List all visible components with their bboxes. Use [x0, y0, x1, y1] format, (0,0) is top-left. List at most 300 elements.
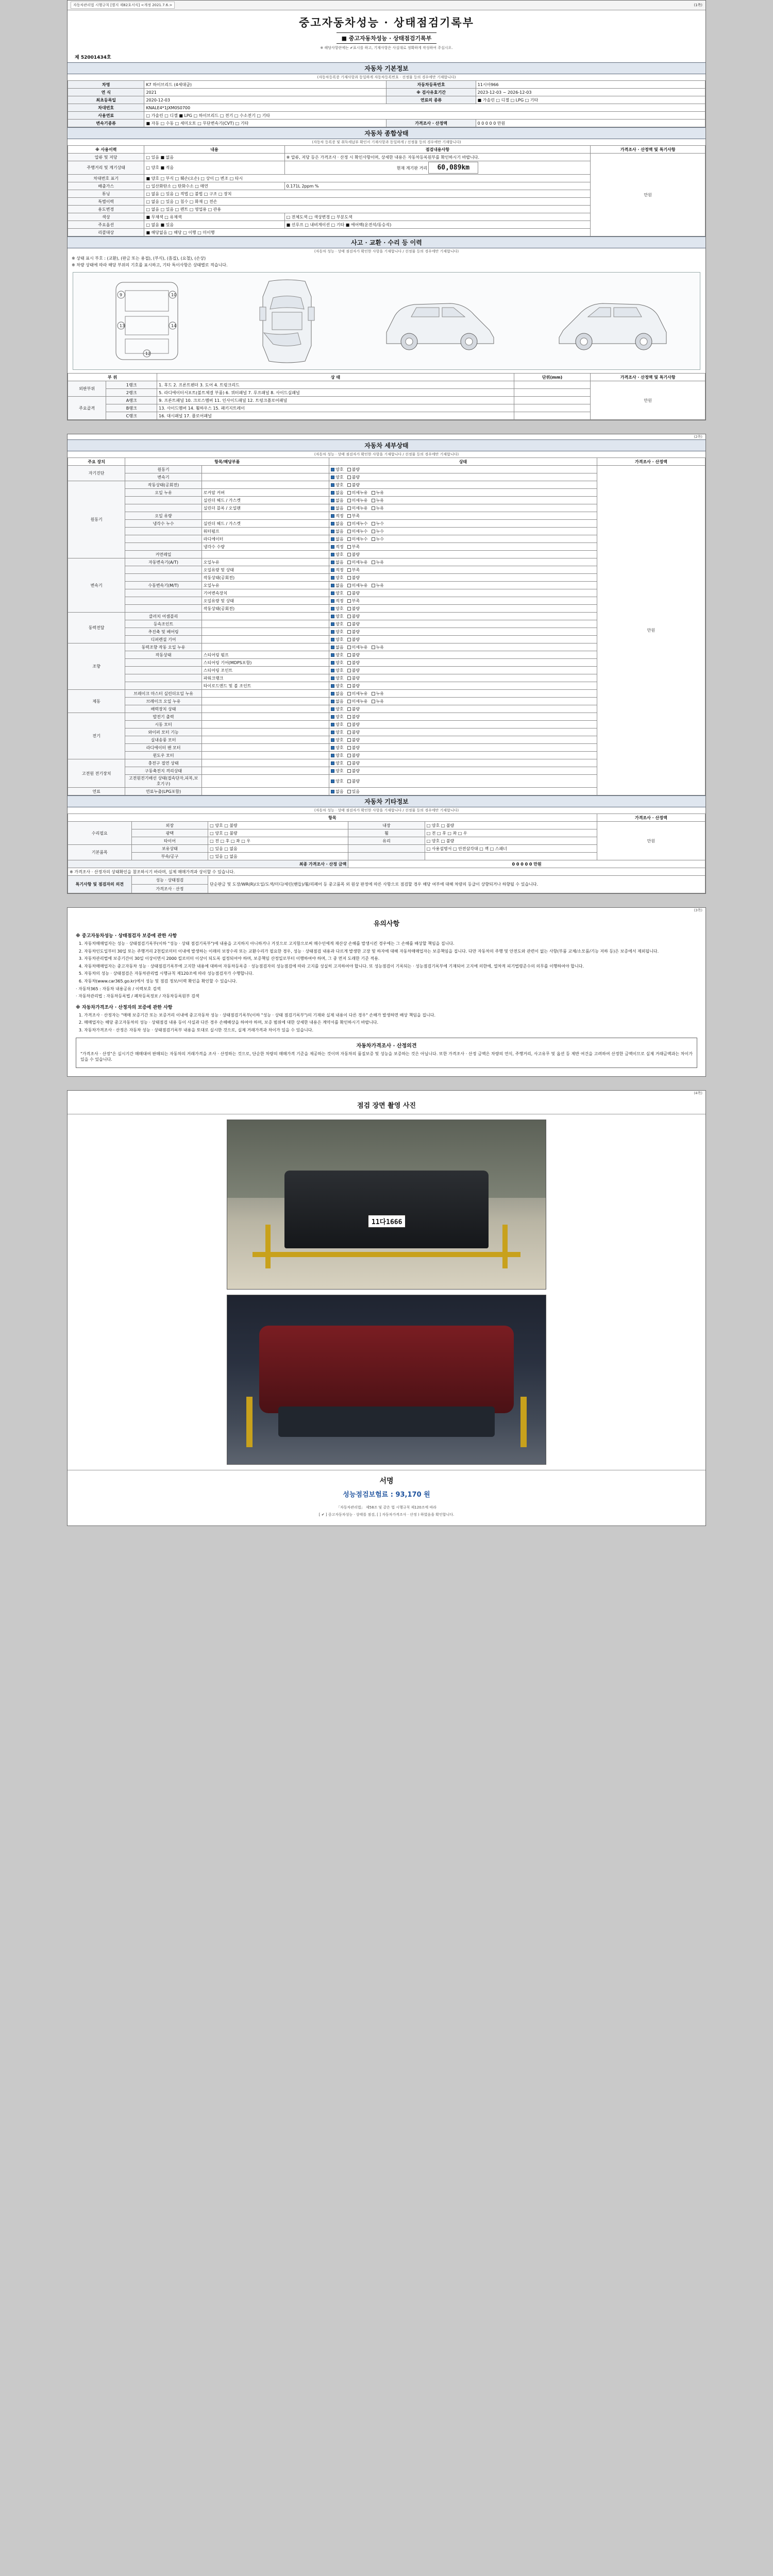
checkbox-option[interactable]: 누수: [372, 536, 384, 542]
detail-options[interactable]: [329, 613, 597, 620]
checkbox-icon[interactable]: [372, 522, 375, 526]
checkbox-option[interactable]: 불량: [347, 660, 360, 666]
detail-item: 윈도우 모터: [125, 752, 201, 759]
checkbox-option[interactable]: 불량: [347, 482, 360, 488]
checkbox-option[interactable]: 없음: [331, 505, 343, 511]
checkbox-icon[interactable]: [347, 638, 351, 641]
checkbox-icon[interactable]: [347, 754, 351, 757]
checkbox-option[interactable]: 불량: [347, 637, 360, 642]
checkbox-option[interactable]: 불량: [347, 575, 360, 581]
detail-options[interactable]: [329, 497, 597, 504]
detail-options[interactable]: [329, 620, 597, 628]
checkbox-option[interactable]: 없음: [331, 521, 343, 527]
detail-subitem: [201, 636, 329, 643]
checkbox-icon[interactable]: [347, 669, 351, 672]
checkbox-icon[interactable]: [347, 646, 351, 649]
detail-subitem: 스티어링 펌프: [201, 651, 329, 659]
checkbox-icon[interactable]: [347, 591, 351, 595]
checkbox-icon[interactable]: [347, 731, 351, 734]
checkbox-option[interactable]: 불량: [347, 683, 360, 689]
detail-options[interactable]: [329, 690, 597, 698]
detail-item: 구동축전지 격리상태: [125, 767, 201, 775]
checkbox-option[interactable]: 양호: [331, 606, 343, 612]
detail-options[interactable]: [329, 682, 597, 690]
detail-item: 동력조향 작동 오일 누유: [125, 643, 201, 651]
checkbox-icon[interactable]: [347, 568, 351, 572]
etc-i2-3: [348, 845, 425, 853]
checkbox-icon[interactable]: [347, 738, 351, 742]
detail-options[interactable]: [329, 605, 597, 613]
detail-subitem: [201, 713, 329, 721]
detail-options[interactable]: [329, 788, 597, 795]
checkbox-icon[interactable]: [372, 499, 375, 502]
checkbox-icon[interactable]: [372, 530, 375, 533]
checkbox-option[interactable]: 불량: [347, 467, 360, 472]
detail-options[interactable]: [329, 473, 597, 481]
detail-subitem: 기어변속장치: [201, 589, 329, 597]
checkbox-checked-icon[interactable]: [331, 790, 334, 793]
checkbox-option[interactable]: 양호: [331, 760, 343, 766]
checkbox-option[interactable]: 불량: [347, 753, 360, 758]
checkbox-option[interactable]: 불량: [347, 675, 360, 681]
checkbox-checked-icon[interactable]: [331, 476, 334, 479]
checkbox-option[interactable]: 양호: [331, 652, 343, 658]
checkbox-option[interactable]: 양호: [331, 474, 343, 480]
checkbox-option[interactable]: 적정: [331, 567, 343, 573]
checkbox-option[interactable]: 불량: [347, 722, 360, 727]
checkbox-checked-icon[interactable]: [331, 630, 334, 634]
checkbox-option[interactable]: 양호: [331, 714, 343, 720]
checkbox-checked-icon[interactable]: [331, 646, 334, 649]
checkbox-icon[interactable]: [347, 468, 351, 471]
checkbox-icon[interactable]: [347, 584, 351, 587]
detail-subitem: [201, 767, 329, 775]
checkbox-option[interactable]: 부족: [347, 513, 360, 519]
detail-options[interactable]: [329, 489, 597, 497]
checkbox-option[interactable]: 없음: [331, 560, 343, 565]
detail-subitem: [201, 775, 329, 788]
basic-label2-2: 연료의 종류: [386, 96, 476, 104]
lift-post-left-icon-2: [246, 1397, 253, 1447]
checkbox-checked-icon[interactable]: [331, 545, 334, 549]
checkbox-option[interactable]: 양호: [331, 745, 343, 751]
page-1: [67, 0, 706, 420]
checkbox-checked-icon[interactable]: [331, 754, 334, 757]
checkbox-checked-icon[interactable]: [331, 746, 334, 750]
checkbox-option[interactable]: 적정: [331, 544, 343, 550]
checkbox-option[interactable]: 누수: [372, 521, 384, 527]
checkbox-icon[interactable]: [347, 561, 351, 564]
checkbox-option[interactable]: 불량: [347, 714, 360, 720]
checkbox-checked-icon[interactable]: [331, 676, 334, 680]
overall-k-4: 튜닝: [68, 190, 144, 198]
detail-options[interactable]: [329, 705, 597, 713]
detail-options[interactable]: [329, 520, 597, 528]
checkbox-icon[interactable]: [347, 506, 351, 510]
detail-options[interactable]: [329, 466, 597, 473]
checkbox-option[interactable]: 있음: [347, 789, 360, 794]
checkbox-checked-icon[interactable]: [331, 506, 334, 510]
checkbox-option[interactable]: 없음: [331, 490, 343, 496]
etc-v-3: □ 있음 □ 없음: [208, 845, 348, 853]
checkbox-icon[interactable]: [347, 622, 351, 626]
checkbox-option[interactable]: 양호: [331, 637, 343, 642]
checkbox-option[interactable]: 양호: [331, 629, 343, 635]
checkbox-option[interactable]: 양호: [331, 737, 343, 743]
detail-item: 자동변속기(A/T): [125, 558, 201, 566]
checkbox-checked-icon[interactable]: [331, 684, 334, 688]
overall-v-6: □ 없음 □ 있음 □ 렌트 □ 영업용 □ 관용: [144, 206, 591, 213]
detail-options[interactable]: [329, 481, 597, 489]
basic-value2-2: ■ 가솔린 □ 디젤 □ LPG □ 기타: [476, 96, 705, 104]
detail-options[interactable]: [329, 651, 597, 659]
detail-options[interactable]: [329, 504, 597, 512]
detail-options[interactable]: [329, 528, 597, 535]
checkbox-option[interactable]: 불량: [347, 652, 360, 658]
detail-options[interactable]: [329, 744, 597, 752]
checkbox-checked-icon[interactable]: [331, 707, 334, 711]
checkbox-option[interactable]: 불량: [347, 621, 360, 627]
checkbox-option[interactable]: 누유: [372, 505, 384, 511]
basic-label-5: 변속기종류: [68, 120, 144, 127]
checkbox-checked-icon[interactable]: [331, 491, 334, 495]
detail-options[interactable]: [329, 728, 597, 736]
checkbox-checked-icon[interactable]: [331, 607, 334, 611]
checkbox-checked-icon[interactable]: [331, 522, 334, 526]
checkbox-option[interactable]: 불량: [347, 590, 360, 596]
checkbox-option[interactable]: 양호: [331, 590, 343, 596]
checkbox-option[interactable]: 누유: [372, 498, 384, 503]
checkbox-option[interactable]: 미세누유: [347, 490, 368, 496]
detail-options[interactable]: [329, 551, 597, 558]
checkbox-checked-icon[interactable]: [331, 568, 334, 572]
detail-options[interactable]: [329, 558, 597, 566]
checkbox-checked-icon[interactable]: [331, 622, 334, 626]
detail-item: 시동 모터: [125, 721, 201, 728]
checkbox-checked-icon[interactable]: [331, 514, 334, 518]
checkbox-checked-icon[interactable]: [331, 700, 334, 703]
checkbox-icon[interactable]: [347, 653, 351, 657]
document-subtitle: ■ 중고자동차성능 · 상태점검기록부: [337, 32, 437, 44]
checkbox-option[interactable]: 불량: [347, 614, 360, 619]
detail-item: 브레이크 오일 누유: [125, 698, 201, 705]
checkbox-checked-icon[interactable]: [331, 530, 334, 533]
list-item: 1. 가격조사 · 산정자는 "매매 보증기간 또는 보증거리 이내에 중고자동차 성능 · 상태점검기록부(이하 "성능 · 상태 점검기록부")의 기재와 실제 내용이 다른 경우" 손해가 발생하면 배상 책임을 집니다.: [84, 1012, 697, 1019]
accident-v-1: 5. 라디에이터서포트(볼트체결 부품) 6. 쿼터패널 7. 루프패널 8. 사이드실패널: [157, 389, 514, 397]
table-row: [68, 466, 705, 473]
checkbox-option[interactable]: 양호: [331, 668, 343, 673]
checkbox-checked-icon[interactable]: [331, 731, 334, 734]
basic-value2-5: 0 0 0 0 0 만원: [476, 120, 705, 127]
checkbox-option[interactable]: 없음: [331, 583, 343, 588]
accident-col-0: 부 위: [68, 374, 157, 381]
detail-options[interactable]: [329, 775, 597, 788]
checkbox-option[interactable]: 양호: [331, 768, 343, 774]
checkbox-checked-icon[interactable]: [331, 615, 334, 618]
notice-sub-link-1: · 자동차365 : 자동차 내용공유 / 이력보호 검색: [76, 986, 161, 991]
checkbox-icon[interactable]: [372, 646, 375, 649]
damage-diagram: [73, 272, 700, 370]
checkbox-option[interactable]: 부족: [347, 567, 360, 573]
checkbox-option[interactable]: 불량: [347, 760, 360, 766]
checkbox-option[interactable]: 양호: [331, 753, 343, 758]
checkbox-option[interactable]: 양호: [331, 621, 343, 627]
detail-options[interactable]: [329, 636, 597, 643]
checkbox-icon[interactable]: [347, 661, 351, 665]
page-number-4: (4쪽): [694, 1091, 702, 1095]
detail-subitem: 작동상태(공회전): [201, 605, 329, 613]
checkbox-icon[interactable]: [372, 506, 375, 510]
checkbox-checked-icon[interactable]: [331, 638, 334, 641]
checkbox-icon[interactable]: [372, 700, 375, 703]
checkbox-icon[interactable]: [347, 476, 351, 479]
checkbox-option[interactable]: 없음: [331, 789, 343, 794]
checkbox-icon[interactable]: [347, 615, 351, 618]
checkbox-option[interactable]: 미세누유: [347, 560, 368, 565]
checkbox-checked-icon[interactable]: [331, 599, 334, 603]
etc-v-0: □ 양호 □ 불량: [208, 822, 348, 829]
checkbox-option[interactable]: 없음: [331, 498, 343, 503]
checkbox-option[interactable]: 미세누유: [347, 691, 368, 697]
checkbox-option[interactable]: 누유: [372, 691, 384, 697]
section-detail-note: (자동차 성능 · 상태 점검자가 확인한 사항을 기재합니다 / 선정물 등의 경우에만 기재합니다): [314, 452, 459, 456]
checkbox-icon[interactable]: [347, 553, 351, 556]
checkbox-checked-icon[interactable]: [331, 723, 334, 726]
checkbox-icon[interactable]: [347, 483, 351, 487]
detail-item: [125, 528, 201, 535]
detail-options[interactable]: [329, 566, 597, 574]
checkbox-option[interactable]: 적정: [331, 598, 343, 604]
section-etc-note: (자동차 성능 · 상태 점검자가 확인한 사항을 기재합니다 / 선정물 등의 경우에만 기재합니다): [314, 808, 459, 812]
checkbox-option[interactable]: 미세누유: [347, 645, 368, 650]
checkbox-checked-icon[interactable]: [331, 769, 334, 773]
checkbox-option[interactable]: 누유: [372, 490, 384, 496]
checkbox-icon[interactable]: [347, 769, 351, 773]
checkbox-option[interactable]: 불량: [347, 606, 360, 612]
checkbox-option[interactable]: 누유: [372, 645, 384, 650]
detail-options[interactable]: [329, 674, 597, 682]
checkbox-checked-icon[interactable]: [331, 692, 334, 696]
notice-heading-2: ※ 자동차가격조사 · 산정자의 보증에 관한 사항: [76, 1005, 173, 1010]
detail-item: 실내송풍 모터: [125, 736, 201, 744]
checkbox-option[interactable]: 미세누수: [347, 529, 368, 534]
checkbox-option[interactable]: 불량: [347, 737, 360, 743]
checkbox-option[interactable]: 누유: [372, 583, 384, 588]
detail-options[interactable]: [329, 767, 597, 775]
checkbox-option[interactable]: 없음: [331, 699, 343, 704]
detail-subitem: [201, 752, 329, 759]
checkbox-option[interactable]: 적정: [331, 513, 343, 519]
checkbox-checked-icon[interactable]: [331, 669, 334, 672]
detail-item: [125, 497, 201, 504]
checkbox-checked-icon[interactable]: [331, 591, 334, 595]
checkbox-option[interactable]: 부족: [347, 544, 360, 550]
checkbox-icon[interactable]: [347, 746, 351, 750]
checkbox-icon[interactable]: [347, 576, 351, 580]
checkbox-option[interactable]: 없음: [331, 536, 343, 542]
detail-options[interactable]: [329, 667, 597, 674]
checkbox-icon[interactable]: [347, 761, 351, 765]
checkbox-option[interactable]: 누유: [372, 699, 384, 704]
page-3: [67, 907, 706, 1077]
checkbox-checked-icon[interactable]: [331, 761, 334, 765]
detail-options[interactable]: [329, 574, 597, 582]
checkbox-option[interactable]: 미세누유: [347, 699, 368, 704]
checkbox-icon[interactable]: [347, 700, 351, 703]
detail-options[interactable]: [329, 582, 597, 589]
detail-options[interactable]: [329, 512, 597, 520]
checkbox-icon[interactable]: [347, 607, 351, 611]
detail-options[interactable]: [329, 597, 597, 605]
checkbox-checked-icon[interactable]: [331, 584, 334, 587]
detail-item: 수동변속기(M/T): [125, 582, 201, 589]
etc-v2-3: □ 사용설명서 □ 안전삼각대 □ 잭 □ 스패너: [425, 845, 597, 853]
checkbox-option[interactable]: 불량: [347, 730, 360, 735]
checkbox-checked-icon[interactable]: [331, 715, 334, 719]
accident-col-3: 가격조사 · 산정액 및 특기사항: [591, 374, 705, 381]
checkbox-checked-icon[interactable]: [331, 483, 334, 487]
detail-options[interactable]: [329, 698, 597, 705]
list-item: 2. 자동차인도일부터 30일 또는 주행거리 2천킬로미터 이내에 발생하는 이래의 보장수리 또는 교환수리가 필요한 경우, 성능 · 상태점검 내용과 다르게 발생한 고장 및 하자에 대해 자동차매매업자는 보증책임을 집니다. 다만 자동차의 주행 및 안전도와 관련이 없는 사항(부품 교체/소모품/기능 저하 등)은 보증에서 제외됩니다.: [84, 948, 697, 955]
accident-unit-0: [514, 381, 590, 389]
checkbox-icon[interactable]: [347, 684, 351, 688]
checkbox-icon[interactable]: [372, 491, 375, 495]
checkbox-icon[interactable]: [372, 537, 375, 541]
detail-col-1: 항목/해당부품: [125, 458, 329, 466]
checkbox-icon[interactable]: [347, 499, 351, 502]
checkbox-option[interactable]: 양호: [331, 614, 343, 619]
checkbox-option[interactable]: 누수: [372, 529, 384, 534]
checkbox-option[interactable]: 불량: [347, 706, 360, 712]
checkbox-option[interactable]: 누유: [372, 560, 384, 565]
checkbox-option[interactable]: 양호: [331, 706, 343, 712]
checkbox-option[interactable]: 양호: [331, 683, 343, 689]
basic-value-1: 2021: [144, 89, 386, 96]
checkbox-icon[interactable]: [347, 545, 351, 549]
checkbox-option[interactable]: 양호: [331, 675, 343, 681]
checkbox-icon[interactable]: [347, 491, 351, 495]
checkbox-icon[interactable]: [372, 561, 375, 564]
checkbox-checked-icon[interactable]: [331, 653, 334, 657]
checkbox-icon[interactable]: [347, 692, 351, 696]
detail-options[interactable]: [329, 589, 597, 597]
checkbox-option[interactable]: 양호: [331, 467, 343, 472]
checkbox-icon[interactable]: [347, 522, 351, 526]
checkbox-option[interactable]: 불량: [347, 778, 360, 784]
checkbox-checked-icon[interactable]: [331, 576, 334, 580]
etc-i2-2: 유리: [348, 837, 425, 845]
detail-options[interactable]: [329, 713, 597, 721]
checkbox-option[interactable]: 양호: [331, 482, 343, 488]
checkbox-option[interactable]: 미세누유: [347, 498, 368, 503]
detail-subitem: [201, 736, 329, 744]
checkbox-checked-icon[interactable]: [331, 779, 334, 783]
section-basic-info-note: (자동차등록증 기재사항과 동일하게 자동차등록번호 · 선정물 등의 경우에만 기재합니다): [317, 75, 456, 79]
valuation-opinion-box: [76, 1038, 697, 1068]
detail-options[interactable]: [329, 759, 597, 767]
checkbox-option[interactable]: 양호: [331, 730, 343, 735]
etc-k-3: 기본품목: [68, 845, 132, 860]
detail-options[interactable]: [329, 659, 597, 667]
checkbox-option[interactable]: 없음: [331, 529, 343, 534]
checkbox-option[interactable]: 미세누유: [347, 583, 368, 588]
checkbox-icon[interactable]: [347, 779, 351, 783]
checkbox-option[interactable]: 없음: [331, 691, 343, 697]
detail-options[interactable]: [329, 535, 597, 543]
checkbox-icon[interactable]: [347, 514, 351, 518]
list-item: 2. 매매업자는 해당 중고자동차의 성능 · 상태점검 내용 등이 사실과 다른 경우 손해배상을 하여야 하며, 보증 범위에 대한 상세한 내용은 계약서를 확인하시기 바랍니다.: [84, 1020, 697, 1026]
page-number-3: (3쪽): [694, 908, 702, 912]
checkbox-option[interactable]: 부족: [347, 598, 360, 604]
detail-options[interactable]: [329, 628, 597, 636]
basic-value-3: KNALE4*1JXM0S0700: [144, 104, 705, 112]
overall-v-2: ■ 양호 □ 부식 □ 훼손(오손) □ 상이 □ 변조 □ 타시: [144, 175, 591, 182]
checkbox-icon[interactable]: [372, 692, 375, 696]
checkbox-option[interactable]: 양호: [331, 722, 343, 727]
checkbox-option[interactable]: 불량: [347, 745, 360, 751]
overall-k-7: 색상: [68, 213, 144, 221]
checkbox-icon[interactable]: [347, 537, 351, 541]
checkbox-option[interactable]: 양호: [331, 660, 343, 666]
checkbox-icon[interactable]: [347, 715, 351, 719]
checkbox-option[interactable]: 미세누수: [347, 536, 368, 542]
overall-k-3: 배출가스: [68, 182, 144, 190]
checkbox-icon[interactable]: [347, 676, 351, 680]
detail-options[interactable]: [329, 721, 597, 728]
table-row: [68, 860, 705, 868]
checkbox-option[interactable]: 없음: [331, 645, 343, 650]
checkbox-icon[interactable]: [347, 723, 351, 726]
checkbox-icon[interactable]: [347, 599, 351, 603]
checkbox-icon[interactable]: [347, 707, 351, 711]
checkbox-icon[interactable]: [347, 790, 351, 793]
checkbox-option[interactable]: 양호: [331, 778, 343, 784]
detail-options[interactable]: [329, 752, 597, 759]
checkbox-option[interactable]: 미세누수: [347, 521, 368, 527]
checkbox-checked-icon[interactable]: [331, 537, 334, 541]
checkbox-checked-icon[interactable]: [331, 561, 334, 564]
checkbox-option[interactable]: 불량: [347, 668, 360, 673]
checkbox-option[interactable]: 불량: [347, 474, 360, 480]
detail-item: 냉각수 누수: [125, 520, 201, 528]
detail-subitem: 스티어링 기어(MDPS포함): [201, 659, 329, 667]
list-item: 1. 자동차매매업자는 성능 · 상태점검기록부(이하 "성능 · 상태 점검기록부")에 내용을 고지하지 아니하거나 거짓으로 고지함으로써 매수인에게 재산상 손해를 발생시킨 경우에는 그 손해를 배상할 책임을 집니다.: [84, 941, 697, 947]
checkbox-checked-icon[interactable]: [331, 738, 334, 742]
checkbox-icon[interactable]: [347, 530, 351, 533]
checkbox-icon[interactable]: [372, 584, 375, 587]
detail-group-4: 조향: [68, 643, 125, 690]
checkbox-checked-icon[interactable]: [331, 499, 334, 502]
checkbox-option[interactable]: 불량: [347, 552, 360, 557]
detail-group-3: 동력전달: [68, 613, 125, 643]
etc-i2-0: 내장: [348, 822, 425, 829]
detail-options[interactable]: [329, 736, 597, 744]
etc-i2-4: [348, 853, 425, 860]
detail-options[interactable]: [329, 543, 597, 551]
accident-unit-4: [514, 412, 590, 420]
checkbox-option[interactable]: 불량: [347, 629, 360, 635]
detail-options[interactable]: [329, 643, 597, 651]
table-row: [68, 822, 705, 829]
checkbox-option[interactable]: 미세누유: [347, 505, 368, 511]
checkbox-checked-icon[interactable]: [331, 661, 334, 665]
checkbox-checked-icon[interactable]: [331, 553, 334, 556]
checkbox-checked-icon[interactable]: [331, 468, 334, 471]
checkbox-icon[interactable]: [347, 630, 351, 634]
checkbox-option[interactable]: 양호: [331, 575, 343, 581]
checkbox-option[interactable]: 양호: [331, 552, 343, 557]
checkbox-option[interactable]: 불량: [347, 768, 360, 774]
